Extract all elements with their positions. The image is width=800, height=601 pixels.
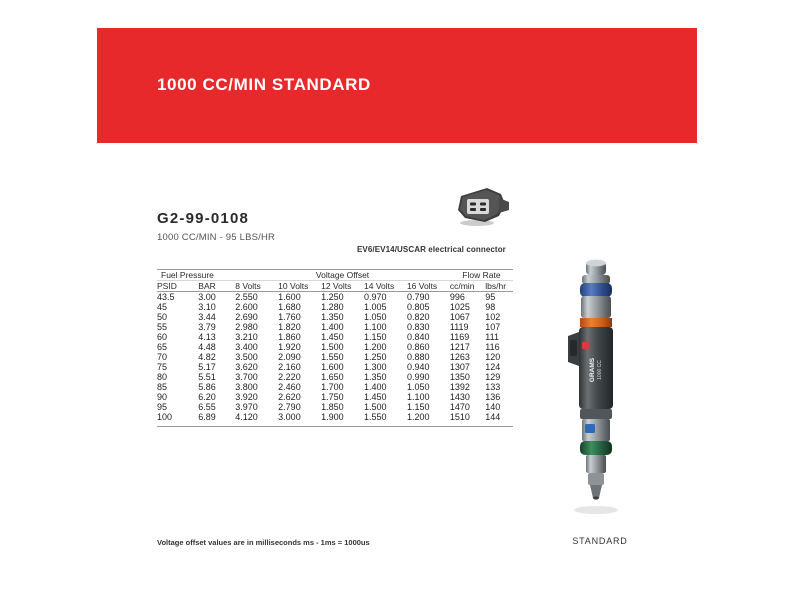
cell-bar: 4.48 [198, 342, 216, 352]
cell-bar: 4.13 [198, 332, 216, 342]
cell-12v: 1.900 [321, 412, 364, 427]
cell-psid: 60 [157, 332, 168, 342]
cell-bar: 5.17 [198, 362, 216, 372]
cell-8v: 3.970 [235, 402, 258, 412]
cell-ccmin: 1025 [449, 302, 470, 312]
cell-16v: 1.150 [406, 402, 430, 412]
cell-ccmin: 1470 [449, 402, 470, 412]
cell-14v: 1.050 [364, 312, 387, 322]
cell-10v: 2.090 [278, 352, 301, 362]
cell-16v: 0.805 [406, 302, 430, 312]
cell-14v: 1.350 [364, 372, 387, 382]
cell-10v: 1.680 [278, 302, 301, 312]
cell-12v: 1.350 [321, 312, 344, 322]
part-subtitle: 1000 CC/MIN - 95 LBS/HR [157, 232, 276, 243]
column-header-lbshr: lbs/hr [485, 281, 513, 292]
table-column-header-row [157, 281, 513, 292]
cell-14v: 1.100 [364, 322, 387, 332]
cell-ccmin: 1350 [449, 372, 470, 382]
cell-8v: 2.690 [235, 312, 258, 322]
column-header-16-volts: 16 Volts [407, 281, 450, 292]
cell-lbshr: 107 [485, 322, 501, 332]
cell-16v: 0.790 [406, 292, 430, 302]
cell-10v: 1.920 [278, 342, 301, 352]
cell-ccmin: 996 [449, 292, 465, 302]
cell-14v: 1.450 [364, 392, 387, 402]
flow-spec-table [157, 269, 513, 427]
cell-bar: 3.44 [198, 312, 216, 322]
cell-10v: 1.600 [278, 292, 301, 302]
cell-16v: 0.830 [406, 322, 430, 332]
cell-8v: 2.980 [235, 322, 258, 332]
column-header-ccmin: cc/min [450, 281, 485, 292]
cell-psid: 65 [157, 342, 168, 352]
cell-12v: 1.650 [321, 372, 344, 382]
cell-8v: 4.120 [235, 412, 278, 427]
table-row [157, 402, 513, 412]
cell-16v: 1.200 [407, 412, 450, 427]
cell-bar: 6.20 [198, 392, 216, 402]
cell-16v: 0.940 [406, 362, 430, 372]
table-row [157, 322, 513, 332]
fuel-injector-icon [556, 258, 636, 530]
cell-10v: 3.000 [278, 412, 321, 427]
cell-bar: 3.10 [198, 302, 216, 312]
cell-ccmin: 1067 [449, 312, 470, 322]
cell-bar: 5.86 [198, 382, 216, 392]
cell-lbshr: 95 [485, 292, 496, 302]
cell-16v: 0.880 [406, 352, 430, 362]
spec-table-wrapper [157, 269, 513, 427]
cell-lbshr: 136 [485, 392, 501, 402]
cell-16v: 0.820 [406, 312, 430, 322]
cell-psid: 80 [157, 372, 168, 382]
group-header-voltage-offset: Voltage Offset [235, 270, 450, 281]
cell-lbshr: 111 [485, 332, 499, 342]
cell-14v: 1.500 [364, 402, 387, 412]
cell-12v: 1.280 [321, 302, 344, 312]
cell-10v: 2.790 [278, 402, 301, 412]
table-group-header-row [157, 270, 513, 281]
cell-lbshr: 133 [485, 382, 501, 392]
cell-8v: 3.700 [235, 372, 258, 382]
cell-14v: 1.400 [364, 382, 387, 392]
cell-10v: 1.760 [278, 312, 301, 322]
cell-12v: 1.550 [321, 352, 344, 362]
connector-caption: EV6/EV14/USCAR electrical connector [357, 245, 506, 254]
cell-bar: 3.00 [198, 292, 216, 302]
cell-14v: 1.550 [364, 412, 407, 427]
cell-8v: 3.920 [235, 392, 258, 402]
table-row [157, 332, 513, 342]
cell-16v: 1.100 [406, 392, 430, 402]
cell-lbshr: 129 [485, 372, 501, 382]
cell-14v: 1.150 [364, 332, 387, 342]
table-row [157, 342, 513, 352]
cell-lbshr: 116 [485, 342, 500, 352]
column-header-12-volts: 12 Volts [321, 281, 364, 292]
cell-12v: 1.850 [321, 402, 344, 412]
cell-ccmin: 1392 [449, 382, 470, 392]
cell-ccmin: 1169 [449, 332, 470, 342]
group-header-flow-rate: Flow Rate [450, 270, 513, 281]
cell-12v: 1.700 [321, 382, 344, 392]
cell-psid: 75 [157, 362, 168, 372]
cell-10v: 1.820 [278, 322, 301, 332]
cell-bar: 4.82 [198, 352, 216, 362]
cell-lbshr: 102 [485, 312, 501, 322]
cell-8v: 3.400 [235, 342, 258, 352]
cell-10v: 1.860 [278, 332, 301, 342]
cell-psid: 95 [157, 402, 168, 412]
cell-10v: 2.220 [278, 372, 301, 382]
table-row [157, 352, 513, 362]
cell-16v: 1.050 [406, 382, 430, 392]
cell-12v: 1.450 [321, 332, 344, 342]
cell-12v: 1.750 [321, 392, 344, 402]
cell-12v: 1.250 [321, 292, 344, 302]
cell-12v: 1.400 [321, 322, 344, 332]
cell-8v: 2.550 [235, 292, 258, 302]
connector-image [447, 180, 517, 240]
svg-text:1000 CC: 1000 CC [597, 360, 603, 380]
cell-ccmin: 1119 [449, 322, 469, 332]
column-header-bar: BAR [196, 281, 235, 292]
cell-8v: 3.800 [235, 382, 258, 392]
cell-8v: 3.210 [235, 332, 258, 342]
cell-16v: 0.990 [406, 372, 430, 382]
cell-psid: 45 [157, 302, 168, 312]
cell-psid: 100 [157, 412, 196, 427]
cell-14v: 1.250 [364, 352, 387, 362]
cell-psid: 43.5 [157, 292, 175, 302]
cell-14v: 0.970 [364, 292, 387, 302]
column-header-14-volts: 14 Volts [364, 281, 407, 292]
table-row [157, 362, 513, 372]
cell-12v: 1.500 [321, 342, 344, 352]
cell-lbshr: 140 [485, 402, 501, 412]
cell-psid: 85 [157, 382, 168, 392]
cell-bar: 5.51 [198, 372, 216, 382]
cell-14v: 1.005 [364, 302, 387, 312]
injector-image [556, 258, 636, 530]
cell-bar: 6.55 [198, 402, 216, 412]
cell-8v: 2.600 [235, 302, 258, 312]
cell-lbshr: 144 [485, 412, 513, 427]
cell-16v: 0.860 [406, 342, 430, 352]
table-row [157, 392, 513, 402]
page-title: 1000 CC/MIN STANDARD [157, 75, 371, 94]
column-header-10-volts: 10 Volts [278, 281, 321, 292]
svg-text:GRAMS: GRAMS [589, 357, 596, 383]
cell-ccmin: 1217 [449, 342, 470, 352]
cell-12v: 1.600 [321, 362, 344, 372]
cell-8v: 3.620 [235, 362, 258, 372]
part-number: G2-99-0108 [157, 210, 250, 227]
table-footnote: Voltage offset values are in milliseconds ms - 1ms = 1000us [157, 538, 370, 547]
cell-10v: 2.460 [278, 382, 301, 392]
cell-psid: 55 [157, 322, 168, 332]
column-header-8-volts: 8 Volts [235, 281, 278, 292]
cell-bar: 6.89 [196, 412, 235, 427]
group-header-fuel-pressure: Fuel Pressure [157, 270, 235, 281]
table-row [157, 302, 513, 312]
cell-bar: 3.79 [198, 322, 216, 332]
cell-10v: 2.620 [278, 392, 301, 402]
cell-10v: 2.160 [278, 362, 301, 372]
table-row [157, 312, 513, 322]
table-row [157, 412, 513, 427]
table-row [157, 382, 513, 392]
cell-ccmin: 1510 [450, 412, 485, 427]
cell-ccmin: 1430 [449, 392, 470, 402]
injector-caption: STANDARD [572, 536, 628, 546]
cell-14v: 1.300 [364, 362, 387, 372]
cell-lbshr: 98 [485, 302, 496, 312]
cell-psid: 50 [157, 312, 168, 322]
table-row [157, 292, 513, 303]
cell-ccmin: 1307 [449, 362, 470, 372]
cell-lbshr: 120 [485, 352, 501, 362]
cell-16v: 0.840 [406, 332, 430, 342]
header-banner [97, 28, 697, 143]
cell-ccmin: 1263 [449, 352, 470, 362]
column-header-psid: PSID [157, 281, 196, 292]
cell-lbshr: 124 [485, 362, 501, 372]
cell-14v: 1.200 [364, 342, 387, 352]
table-body [157, 292, 513, 427]
table-row [157, 372, 513, 382]
electrical-connector-icon [447, 180, 517, 240]
cell-8v: 3.500 [235, 352, 258, 362]
cell-psid: 90 [157, 392, 168, 402]
cell-psid: 70 [157, 352, 168, 362]
